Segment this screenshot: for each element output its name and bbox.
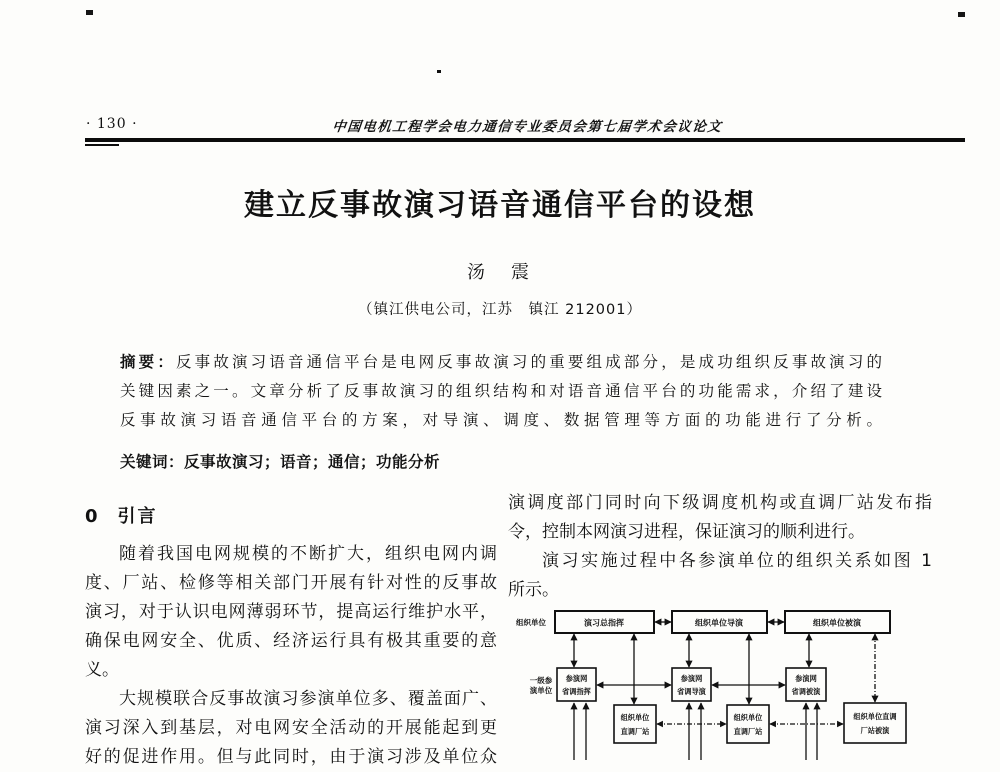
box-provincial-dispatch-command bbox=[557, 668, 596, 701]
box-drill-chief-commander-label: 演习总指挥 bbox=[584, 618, 624, 628]
section-number: 0 bbox=[85, 506, 100, 527]
diagram-row1-label: 组织单位 bbox=[516, 618, 546, 627]
body-line: 所示。 bbox=[508, 580, 559, 600]
running-header: 中国电机工程学会电力通信专业委员会第七届学术会议论文 bbox=[331, 119, 724, 135]
box-provincial-dispatch-command-l1: 参演网 bbox=[565, 674, 588, 683]
author-affiliation: （镇江供电公司，江苏 镇江 212001） bbox=[358, 302, 642, 318]
diagram-row2-label-line1: 一级参 bbox=[529, 676, 553, 685]
body-line: 好的促进作用。但与此同时，由于演习涉及单位众 bbox=[85, 747, 497, 767]
body-line: 度、厂站、检修等相关部门开展有针对性的反事故 bbox=[85, 573, 497, 593]
scan-dot-artifact bbox=[437, 70, 441, 73]
header-rule bbox=[85, 138, 965, 142]
keywords-line bbox=[120, 450, 882, 472]
abstract-label: 摘要： bbox=[120, 353, 176, 371]
section-title: 引言 bbox=[117, 506, 158, 527]
body-line: 随着我国电网规模的不断扩大，组织电网内调 bbox=[119, 544, 497, 564]
body-line: 确保电网安全、优质、经济运行具有极其重要的意 bbox=[85, 631, 497, 651]
diagram-row2-label-line2: 演单位 bbox=[529, 686, 553, 695]
abstract-line-3: 反事故演习语音通信平台的方案，对导演、调度、数据管理等方面的功能进行了分析。 bbox=[120, 411, 882, 429]
box-direct-dispatch-plant-exercised-l1: 组织单位直调 bbox=[853, 712, 897, 721]
author-name: 汤 震 bbox=[467, 262, 533, 283]
scan-speck-top-left bbox=[86, 10, 93, 15]
body-line: 演习深入到基层，对电网安全活动的开展能起到更 bbox=[85, 718, 497, 738]
box-direct-dispatch-plant-exercised-l2: 厂站被演 bbox=[860, 726, 890, 735]
figure-1-svg bbox=[504, 598, 940, 760]
box-direct-dispatch-plant-2-l1: 组织单位 bbox=[733, 713, 763, 722]
abstract-block bbox=[120, 348, 882, 435]
left-column bbox=[85, 540, 497, 772]
body-line: 令，控制本网演习进程，保证演习的顺利进行。 bbox=[508, 522, 865, 542]
body-line: 演习实施过程中各参演单位的组织关系如图 1 bbox=[542, 551, 932, 571]
body-line: 演习，对于认识电网薄弱环节，提高运行维护水平， bbox=[85, 602, 497, 622]
box-direct-dispatch-plant-1-l2: 直调厂站 bbox=[620, 727, 650, 736]
box-org-unit-exercised-label: 组织单位被演 bbox=[813, 618, 861, 628]
body-line: 大规模联合反事故演习参演单位多、覆盖面广、 bbox=[119, 689, 497, 709]
box-org-unit-director-label: 组织单位导演 bbox=[695, 618, 743, 628]
body-line: 演调度部门同时向下级调度机构或直调厂站发布指 bbox=[508, 493, 932, 513]
box-direct-dispatch-plant-exercised bbox=[844, 703, 906, 743]
right-column bbox=[508, 489, 932, 605]
box-direct-dispatch-plant-2-l2: 直调厂站 bbox=[733, 727, 763, 736]
page-number: · 130 · bbox=[86, 116, 138, 132]
scan-speck-top-right bbox=[958, 12, 965, 17]
box-direct-dispatch-plant-1-l1: 组织单位 bbox=[620, 713, 650, 722]
box-provincial-dispatch-exercised bbox=[786, 668, 826, 701]
box-provincial-dispatch-director bbox=[672, 668, 711, 701]
box-provincial-dispatch-command-l2: 省调指挥 bbox=[562, 687, 591, 696]
body-line: 义。 bbox=[85, 660, 119, 680]
abstract-line-1 bbox=[120, 348, 882, 377]
abstract-text-1: 反事故演习语音通信平台是电网反事故演习的重要组成部分，是成功组织反事故演习的 bbox=[176, 353, 882, 371]
box-provincial-dispatch-director-l1: 参演网 bbox=[680, 674, 703, 683]
box-provincial-dispatch-exercised-l2: 省调被演 bbox=[791, 687, 821, 696]
paper-title: 建立反事故演习语音通信平台的设想 bbox=[244, 188, 756, 223]
keywords-text: 反事故演习；语音；通信；功能分析 bbox=[184, 453, 441, 471]
box-direct-dispatch-plant-1 bbox=[614, 705, 656, 743]
box-provincial-dispatch-director-l2: 省调导演 bbox=[677, 687, 706, 696]
box-direct-dispatch-plant-2 bbox=[727, 705, 769, 743]
header-rule-fragment bbox=[85, 144, 119, 146]
keywords-label: 关键词： bbox=[120, 453, 185, 471]
organization-diagram bbox=[504, 598, 940, 760]
abstract-line-2: 关键因素之一。文章分析了反事故演习的组织结构和对语音通信平台的功能需求，介绍了建设 bbox=[120, 382, 882, 400]
box-provincial-dispatch-exercised-l1: 参演网 bbox=[795, 674, 817, 683]
section-heading bbox=[85, 502, 158, 528]
